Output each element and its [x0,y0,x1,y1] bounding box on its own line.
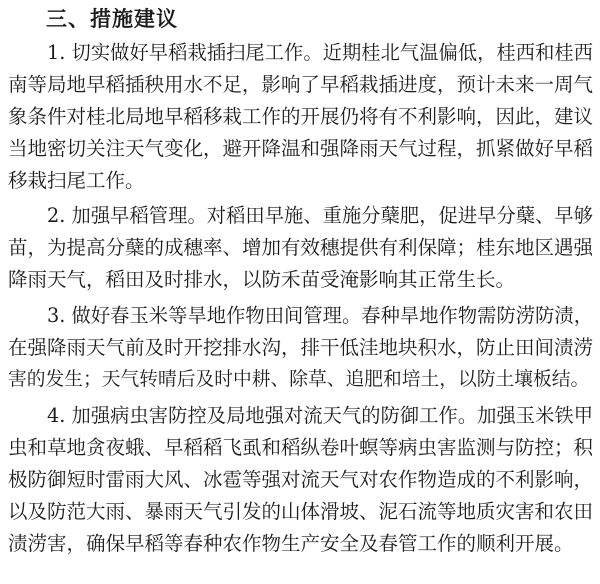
paragraph-1-line-4: 当地密切关注天气变化，避开降温和强降雨天气过程，抓紧做好早稻 [8,137,594,160]
paragraph-1-line-2: 南等局地早稻插秧用水不足，影响了早稻栽插进度，预计未来一周气 [8,73,594,96]
paragraph-3-line-3: 害的发生；天气转晴后及时中耕、除草、追肥和培土，以防土壤板结。 [8,369,590,390]
paragraph-2-line-1: 2. 加强早稻管理。对稻田早施、重施分蘖肥，促进早分蘖、早够 [47,204,593,227]
paragraph-4-line-2: 虫和草地贪夜蛾、早稻稻飞虱和稻纵卷叶螟等病虫害监测与防控；积 [8,436,594,459]
paragraph-4-line-3: 极防御短时雷雨大风、冰雹等强对流天气对农作物造成的不利影响， [8,468,594,491]
paragraph-4-line-5: 渍涝害，确保早稻等春种农作物生产安全及春管工作的顺利开展。 [8,532,574,555]
paragraph-3-line-2: 在强降雨天气前及时开挖排水沟，排干低洼地块积水，防止田间渍涝 [8,336,594,359]
paragraph-4-line-1: 4. 加强病虫害防控及局地强对流天气的防御工作。加强玉米铁甲 [47,404,593,427]
paragraph-2-line-2: 苗，为提高分蘖的成穗率、增加有效穗提供有利保障；桂东地区遇强 [8,236,594,259]
paragraph-4-line-4: 以及防范大雨、暴雨天气引发的山体滑坡、泥石流等地质灾害和农田 [8,500,594,523]
paragraph-1-line-5: 移栽扫尾工作。 [8,169,145,192]
section-title: 三、措施建议 [46,7,178,31]
paragraph-3-line-1: 3. 做好春玉米等旱地作物田间管理。春种旱地作物需防涝防渍， [47,304,593,327]
paragraph-1-line-1: 1. 切实做好早稻栽插扫尾工作。近期桂北气温偏低，桂西和桂西 [47,41,593,64]
paragraph-2-line-3: 降雨天气，稻田及时排水，以防禾苗受淹影响其正常生长。 [8,268,516,291]
paragraph-1-line-3: 象条件对桂北局地早稻移栽工作的开展仍将有不利影响，因此，建议 [8,105,594,128]
